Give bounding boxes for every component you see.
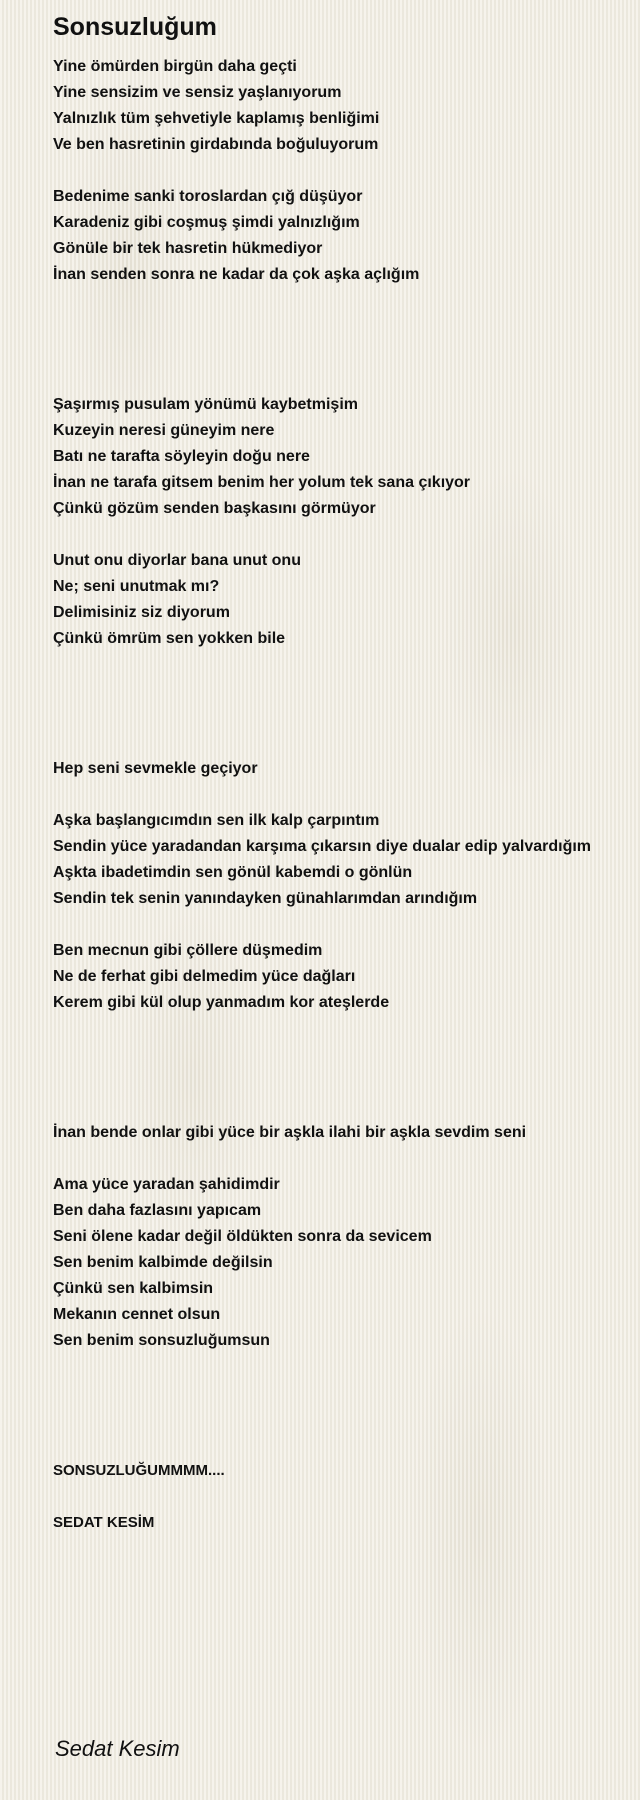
poem-line: Unut onu diyorlar bana unut onu (53, 552, 301, 569)
stanza-3 (53, 392, 633, 522)
poem-line: Hep seni sevmekle geçiyor (53, 760, 258, 777)
stanza-9 (53, 1172, 633, 1354)
poem-body (53, 54, 633, 1458)
poem-line: Çünkü sen kalbimsin (53, 1280, 214, 1297)
stanza-4 (53, 548, 633, 652)
poem-closing: SONSUZLUĞUMMMM.... (53, 1462, 225, 1479)
poem-line: Delimisiniz siz diyorum (53, 604, 230, 621)
signature-block (53, 1458, 633, 1536)
stanza-7 (53, 938, 633, 1016)
poem-title: Sonsuzluğum (53, 13, 217, 41)
poem-line: Çünkü ömrüm sen yokken bile (53, 630, 286, 647)
poem-line: Kuzeyin neresi güneyim nere (53, 422, 275, 439)
poem-line: Aşkta ibadetimdin sen gönül kabemdi o gönlün (53, 864, 413, 881)
author-signature[interactable]: Sedat Kesim (55, 1736, 180, 1761)
stanza-2 (53, 184, 633, 288)
poem-line: Ve ben hasretinin girdabında boğuluyorum (53, 136, 379, 153)
poem-line: Yine sensizim ve sensiz yaşlanıyorum (53, 84, 342, 101)
poem-line: İnan bende onlar gibi yüce bir aşkla ilahi bir aşkla sevdim seni (53, 1124, 527, 1141)
poem-line: Kerem gibi kül olup yanmadım kor ateşlerde (53, 994, 390, 1011)
poem-line: Aşka başlangıcımdın sen ilk kalp çarpıntım (53, 812, 380, 829)
stanza-1 (53, 54, 633, 158)
stanza-6 (53, 808, 633, 912)
poem-line: Yine ömürden birgün daha geçti (53, 58, 297, 75)
poem-line: Ne de ferhat gibi delmedim yüce dağları (53, 968, 356, 985)
poem-line: Ben mecnun gibi çöllere düşmedim (53, 942, 323, 959)
poem-line: Gönüle bir tek hasretin hükmediyor (53, 240, 323, 257)
poem-line: Karadeniz gibi coşmuş şimdi yalnızlığım (53, 214, 360, 231)
poem-line: Çünkü gözüm senden başkasını görmüyor (53, 500, 376, 517)
poem-line: Sen benim sonsuzluğumsun (53, 1332, 270, 1349)
poem-author-caps: SEDAT KESİM (53, 1514, 155, 1531)
poem-line: Şaşırmış pusulam yönümü kaybetmişim (53, 396, 358, 413)
poem-line: Sen benim kalbimde değilsin (53, 1254, 273, 1271)
poem-line: Ama yüce yaradan şahidimdir (53, 1176, 280, 1193)
poem-line: İnan ne tarafa gitsem benim her yolum tek sana çıkıyor (53, 474, 471, 491)
stanza-8 (53, 1120, 633, 1146)
poem-line: Ne; seni unutmak mı? (53, 578, 220, 595)
poem-line: Batı ne tarafta söyleyin doğu nere (53, 448, 310, 465)
poem-line: İnan senden sonra ne kadar da çok aşka açlığım (53, 266, 420, 283)
poem-line: Seni ölene kadar değil öldükten sonra da sevicem (53, 1228, 432, 1245)
stanza-5 (53, 756, 633, 782)
poem-line: Sendin yüce yaradandan karşıma çıkarsın diye dualar edip yalvardığım (53, 838, 592, 855)
poem-line: Ben daha fazlasını yapıcam (53, 1202, 262, 1219)
poem-line: Bedenime sanki toroslardan çığ düşüyor (53, 188, 363, 205)
poem-container (53, 10, 633, 1536)
poem-line: Yalnızlık tüm şehvetiyle kaplamış benliğimi (53, 110, 380, 127)
poem-line: Sendin tek senin yanındayken günahlarımdan arındığım (53, 890, 478, 907)
poem-line: Mekanın cennet olsun (53, 1306, 221, 1323)
